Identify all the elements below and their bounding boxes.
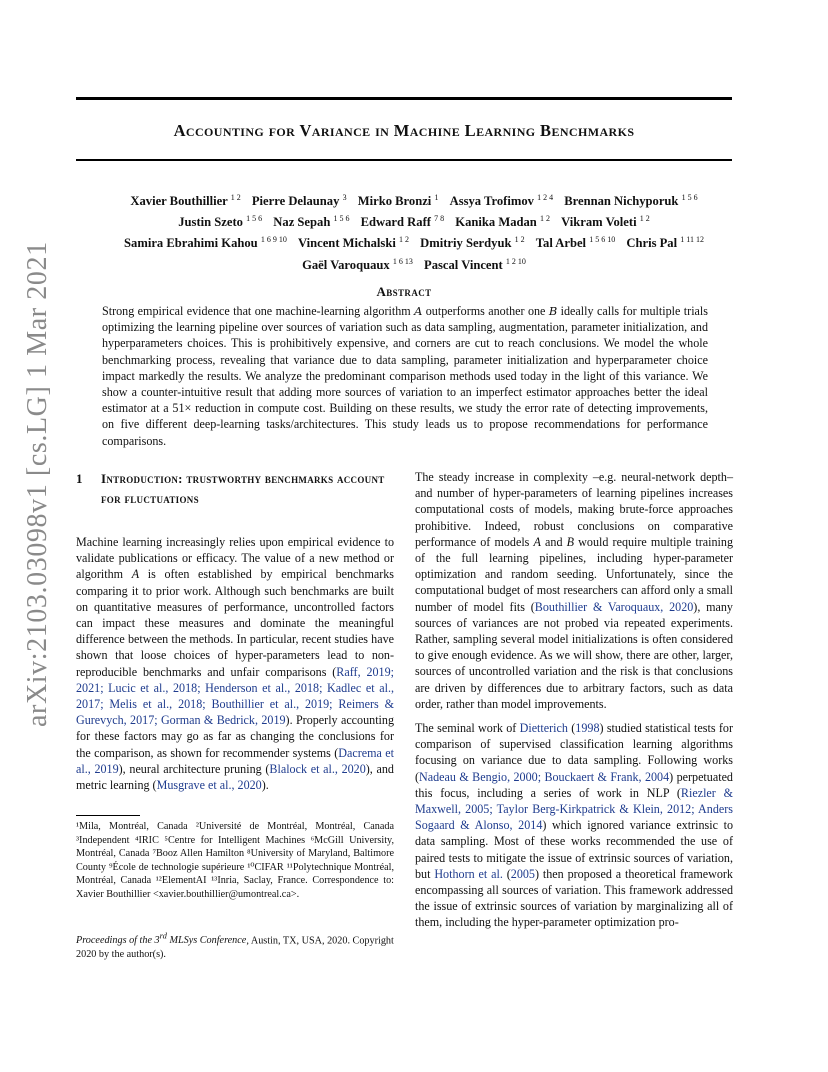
citation-link[interactable]: 1998 (575, 721, 600, 736)
author: Chris Pal $^{1 11 12}$ (626, 235, 704, 251)
author-line (76, 210, 752, 231)
author: Edward Raff $^{7 8}$ (360, 214, 445, 230)
section-title: Introduction: trustworthy benchmarks account for fluctuations (101, 471, 385, 506)
author: Mirko Bronzi $^1$ (357, 193, 439, 208)
author: Vincent Michalski $^{1 2}$ (298, 235, 409, 251)
citation-link[interactable]: Riezler & Maxwell, 2005; Taylor Berg-Kirkpatrick & Klein, 2012; Anders Sogaard & Alonso, 2014 (415, 785, 733, 833)
author: Naz Sepah $^{1 5 6}$ (273, 214, 350, 230)
author: Tal Arbel $^{1 5 6 10}$ (535, 235, 616, 251)
proceedings-note: Proceedings of the 3rd MLSys Conference, Austin, TX, USA, 2020. Copyright 2020 by the author(s). (76, 931, 394, 961)
author: Justin Szeto $^{1 5 6}$ (178, 214, 263, 230)
author: Xavier Bouthillier $^{1 2}$ (130, 193, 241, 208)
author: Pierre Delaunay $^3$ (251, 193, 347, 208)
author-list (76, 189, 752, 274)
citation-link[interactable]: Hothorn et al. (434, 866, 503, 881)
right-column-body (415, 469, 733, 931)
paper-title: Accounting for Variance in Machine Learning Benchmarks (173, 121, 635, 140)
abstract-text: Strong empirical evidence that one machine-learning algorithm A outperforms another one B ideally calls for multiple trials optimizing the learning pipeline over sources of variation such as data sampling, augmentation, parameter initialization, and hyperparameters choices. This is prohibitively expensive, and corners are cut to reach conclusions. We model the whole benchmarking process, revealing that variance due to data sampling, parameter initialization and hyperparameter choice impact markedly the results. We analyze the predominant comparison methods used today in the light of this variance. We show a counter-intuitive result that adding more sources of variation to an imperfect estimator approaches better the ideal estimator at a 51× reduction in compute cost. Building on these results, we study the error rate of detecting improvements, on five different deep-learning tasks/architectures. This study leads us to propose recommendations for performance comparisons. (102, 304, 708, 448)
citation-link[interactable]: Blalock et al., 2020 (269, 761, 366, 776)
title-bottom-rule (76, 159, 732, 161)
affiliations-footnote: ¹Mila, Montréal, Canada ²Université de Montréal, Montréal, Canada ³Independent ⁴IRIC ⁵Centre for Intelligent Machines ⁶McGill University, Montréal, Canada ⁷Booz Allen Hamilton ⁸University of Maryland, Baltimore County ⁹École de technologie supérieure ¹⁰CIFAR ¹¹Polytechnique Montréal, Montréal, Canada ¹²ElementAI ¹³Inria, Saclay, France. Correspondence to: Xavier Bouthillier <xavier.bouthillier@umontreal.ca>. (76, 821, 394, 900)
abstract-heading: Abstract (376, 284, 432, 299)
author: Assya Trofimov $^{1 2 4}$ (449, 193, 554, 208)
author: Vikram Voleti $^{1 2}$ (561, 214, 650, 230)
left-column-body (76, 534, 394, 793)
paragraph: The steady increase in complexity –e.g. neural-network depth– and number of hyper-parameters of learning pipelines increases computational costs of models, making brute-force approaches prohibitive. Indeed, robust conclusions on comparative performance of models A and B would require multiple training of the full learning pipelines, including hyper-parameter optimization and random seeding. Unfortunately, since the computational budget of most researchers can afford only a small number of model fits (Bouthillier & Varoquaux, 2020), many sources of variances are not probed via repeated experiments. Rather, sampling several model initializations is often considered to give enough evidence. As we will show, there are other, larger, sources of uncontrolled variation and the risk is that conclusions are driven by differences due to arbitrary factors, such as data order, rather than model improvements. (415, 470, 733, 711)
author: Gaël Varoquaux $^{1 6 13}$ (302, 256, 413, 272)
citation-link[interactable]: Dietterich (519, 721, 568, 736)
citation-link[interactable]: Raff, 2019; 2021; Lucic et al., 2018; Henderson et al., 2018; Kadlec et al., 2017; Melis et al., 2018; Bouthillier et al., 2019; Reimers & Gurevych, 2017; Gorman & Bedrick, 2019 (76, 664, 394, 728)
paragraph: The seminal work of Dietterich (1998) studied statistical tests for comparison of supervised classification learning algorithms focusing on variance due to data sampling. Following works (Nadeau & Bengio, 2000; Bouckaert & Frank, 2004) perpetuated this focus, including a series of work in NLP (Riezler & Maxwell, 2005; Taylor Berg-Kirkpatrick & Klein, 2012; Anders Sogaard & Alonso, 2014) which ignored variance extrinsic to data sampling. Most of these works recommended the use of paired tests to mitigate the issue of extrinsic sources of variation, but Hothorn et al. (2005) then proposed a theoretical framework encompassing all sources of variation. This framework addressed the issue of extrinsic sources of variation by marginalizing all of them, including the hyper-parameter optimization pro- (415, 721, 733, 930)
citation-link[interactable]: Musgrave et al., 2020 (156, 778, 262, 793)
section-heading (76, 469, 394, 509)
top-rule (76, 97, 732, 100)
arxiv-stamp: arXiv:2103.03098v1 [cs.LG] 1 Mar 2021 (22, 241, 53, 727)
author: Samira Ebrahimi Kahou $^{1 6 9 10}$ (124, 235, 287, 251)
author-line (76, 189, 752, 210)
footnote-rule (76, 815, 140, 816)
citation-link[interactable]: Nadeau & Bengio, 2000; Bouckaert & Frank, 2004 (419, 769, 670, 784)
author-line (76, 253, 752, 274)
citation-link[interactable]: Dacrema et al., 2019 (76, 745, 395, 776)
citation-link[interactable]: 2005 (510, 866, 535, 881)
section-number: 1 (76, 471, 83, 486)
citation-link[interactable]: Bouthillier & Varoquaux, 2020 (534, 599, 694, 614)
author: Pascal Vincent $^{1 2 10}$ (424, 256, 526, 272)
author-line (76, 231, 752, 252)
author: Kanika Madan $^{1 2}$ (455, 214, 550, 230)
author: Brennan Nichyporuk $^{1 5 6}$ (564, 193, 698, 208)
paragraph: Machine learning increasingly relies upon empirical evidence to validate publications or efficacy. The value of a new method or algorithm A is often established by empirical benchmarks comparing it to prior work. Although such benchmarks are built on quantitative measures of performance, uncontrolled factors can impact these measures and dominate the meaningful difference between the methods. In particular, recent studies have shown that loose choices of hyper-parameters lead to non-reproducible benchmarks and unfair comparisons (Raff, 2019; 2021; Lucic et al., 2018; Henderson et al., 2018; Kadlec et al., 2017; Melis et al., 2018; Bouthillier et al., 2019; Reimers & Gurevych, 2017; Gorman & Bedrick, 2019). Properly accounting for these factors may go as far as changing the conclusions for the comparison, as shown for recommender systems (Dacrema et al., 2019), neural architecture pruning (Blalock et al., 2020), and metric learning (Musgrave et al., 2020). (76, 535, 395, 793)
author: Dmitriy Serdyuk $^{1 2}$ (420, 235, 525, 251)
